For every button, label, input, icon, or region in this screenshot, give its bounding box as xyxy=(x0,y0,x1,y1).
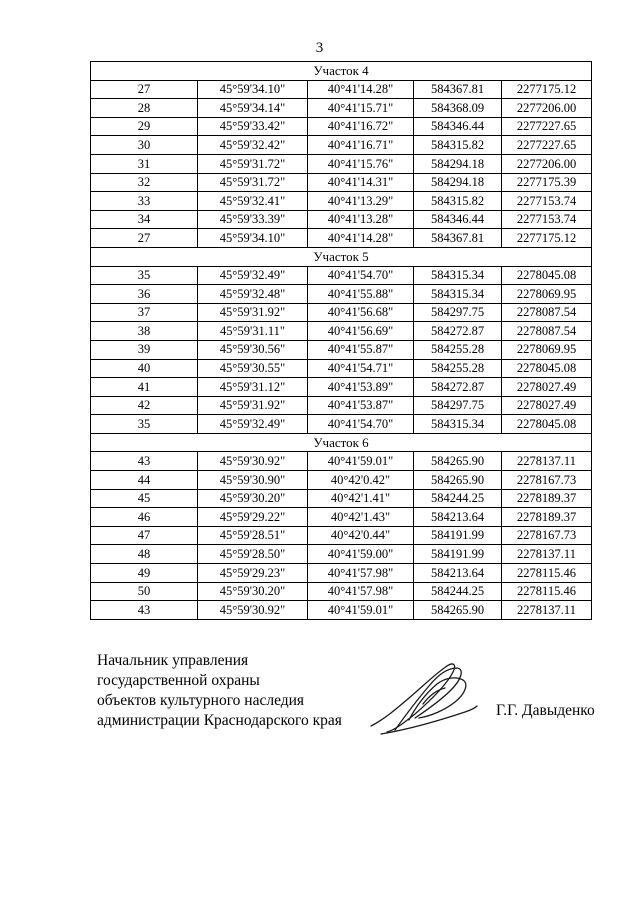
table-row xyxy=(91,359,592,378)
table-row xyxy=(91,396,592,415)
table-cell: 2278189.37 xyxy=(502,489,592,508)
table-cell: 2278137.11 xyxy=(502,601,592,620)
table-cell: 45°59'30.92" xyxy=(198,452,308,471)
table-cell: 45°59'33.42" xyxy=(198,117,308,136)
table-cell: 584367.81 xyxy=(414,229,502,248)
table-cell: 40°41'55.87" xyxy=(308,340,414,359)
table-cell: 45°59'33.39" xyxy=(198,210,308,229)
table-row xyxy=(91,210,592,229)
table-cell: 45°59'32.41" xyxy=(198,192,308,211)
table-cell: 584315.34 xyxy=(414,285,502,304)
table-cell: 584265.90 xyxy=(414,471,502,490)
table-cell: 40°41'55.88" xyxy=(308,285,414,304)
table-cell: 2277227.65 xyxy=(502,117,592,136)
table-cell: 29 xyxy=(91,117,198,136)
table-cell: 584294.18 xyxy=(414,154,502,173)
table-cell: 40°41'13.28" xyxy=(308,210,414,229)
table-cell: 2278045.08 xyxy=(502,359,592,378)
table-cell: 45°59'30.20" xyxy=(198,489,308,508)
table-cell: 584255.28 xyxy=(414,340,502,359)
table-cell: 584346.44 xyxy=(414,210,502,229)
table-cell: 45°59'32.48" xyxy=(198,285,308,304)
table-row xyxy=(91,285,592,304)
table-cell: 40°41'14.28" xyxy=(308,80,414,99)
section-title: Участок 6 xyxy=(91,433,592,452)
signer-position-line: Начальник управления xyxy=(97,652,249,669)
table-cell: 2278069.95 xyxy=(502,285,592,304)
table-cell: 45°59'34.14" xyxy=(198,99,308,118)
table-cell: 46 xyxy=(91,508,198,527)
table-cell: 47 xyxy=(91,526,198,545)
table-cell: 40°41'54.70" xyxy=(308,415,414,434)
table-row xyxy=(91,173,592,192)
table-cell: 45°59'32.42" xyxy=(198,136,308,155)
table-cell: 28 xyxy=(91,99,198,118)
table-cell: 40°41'16.71" xyxy=(308,136,414,155)
table-cell: 584346.44 xyxy=(414,117,502,136)
table-cell: 2277206.00 xyxy=(502,99,592,118)
table-cell: 2278027.49 xyxy=(502,396,592,415)
table-row xyxy=(91,80,592,99)
table-cell: 45°59'31.72" xyxy=(198,173,308,192)
table-cell: 45°59'31.92" xyxy=(198,396,308,415)
table-cell: 33 xyxy=(91,192,198,211)
table-row xyxy=(91,415,592,434)
table-cell: 40°41'56.69" xyxy=(308,322,414,341)
section-header-row xyxy=(91,433,592,452)
table-cell: 43 xyxy=(91,452,198,471)
table-cell: 40°42'1.43" xyxy=(308,508,414,527)
table-row xyxy=(91,266,592,285)
table-cell: 27 xyxy=(91,80,198,99)
table-cell: 40°41'59.00" xyxy=(308,545,414,564)
table-cell: 2278137.11 xyxy=(502,545,592,564)
table-cell: 27 xyxy=(91,229,198,248)
table-row xyxy=(91,229,592,248)
signer-position-line: государственной охраны xyxy=(97,672,260,689)
section-title: Участок 5 xyxy=(91,247,592,266)
coordinates-table-body xyxy=(91,62,592,620)
table-cell: 40°41'54.71" xyxy=(308,359,414,378)
section-title: Участок 4 xyxy=(91,62,592,81)
table-cell: 40°41'14.28" xyxy=(308,229,414,248)
table-cell: 584315.34 xyxy=(414,415,502,434)
table-row xyxy=(91,601,592,620)
table-row xyxy=(91,582,592,601)
table-row xyxy=(91,489,592,508)
table-cell: 2278167.73 xyxy=(502,471,592,490)
table-row xyxy=(91,303,592,322)
table-cell: 584297.75 xyxy=(414,303,502,322)
table-cell: 584368.09 xyxy=(414,99,502,118)
table-cell: 584272.87 xyxy=(414,322,502,341)
table-cell: 2278045.08 xyxy=(502,266,592,285)
handwritten-signature xyxy=(365,660,480,740)
table-cell: 45°59'34.10" xyxy=(198,80,308,99)
table-cell: 2277153.74 xyxy=(502,192,592,211)
table-cell: 40°41'15.76" xyxy=(308,154,414,173)
table-cell: 584272.87 xyxy=(414,378,502,397)
table-cell: 50 xyxy=(91,582,198,601)
table-cell: 2278045.08 xyxy=(502,415,592,434)
table-cell: 45°59'28.51" xyxy=(198,526,308,545)
table-cell: 584255.28 xyxy=(414,359,502,378)
table-cell: 40°41'56.68" xyxy=(308,303,414,322)
table-cell: 39 xyxy=(91,340,198,359)
table-cell: 584297.75 xyxy=(414,396,502,415)
table-cell: 2278167.73 xyxy=(502,526,592,545)
table-cell: 2278027.49 xyxy=(502,378,592,397)
table-cell: 40°42'0.44" xyxy=(308,526,414,545)
section-header-row xyxy=(91,62,592,81)
table-cell: 584244.25 xyxy=(414,489,502,508)
table-cell: 40°41'59.01" xyxy=(308,452,414,471)
table-row xyxy=(91,136,592,155)
table-cell: 584265.90 xyxy=(414,452,502,471)
table-cell: 37 xyxy=(91,303,198,322)
table-cell: 40°42'0.42" xyxy=(308,471,414,490)
table-cell: 2278189.37 xyxy=(502,508,592,527)
table-cell: 2278137.11 xyxy=(502,452,592,471)
table-cell: 45°59'30.92" xyxy=(198,601,308,620)
table-cell: 40°41'54.70" xyxy=(308,266,414,285)
table-cell: 2277175.39 xyxy=(502,173,592,192)
table-cell: 584213.64 xyxy=(414,508,502,527)
coordinates-table xyxy=(90,61,592,620)
table-cell: 38 xyxy=(91,322,198,341)
table-cell: 45°59'30.56" xyxy=(198,340,308,359)
table-cell: 2278087.54 xyxy=(502,322,592,341)
table-cell: 45°59'30.90" xyxy=(198,471,308,490)
table-cell: 40°41'53.89" xyxy=(308,378,414,397)
signer-name: Г.Г. Давыденко xyxy=(496,702,595,719)
table-cell: 40°41'16.72" xyxy=(308,117,414,136)
table-cell: 45°59'29.22" xyxy=(198,508,308,527)
table-cell: 2278087.54 xyxy=(502,303,592,322)
table-row xyxy=(91,322,592,341)
table-cell: 48 xyxy=(91,545,198,564)
table-cell: 42 xyxy=(91,396,198,415)
table-cell: 45°59'34.10" xyxy=(198,229,308,248)
table-row xyxy=(91,154,592,173)
table-cell: 41 xyxy=(91,378,198,397)
table-cell: 2277175.12 xyxy=(502,229,592,248)
table-cell: 40°41'59.01" xyxy=(308,601,414,620)
table-cell: 49 xyxy=(91,564,198,583)
table-row xyxy=(91,564,592,583)
table-cell: 40°41'53.87" xyxy=(308,396,414,415)
table-cell: 45°59'30.20" xyxy=(198,582,308,601)
table-cell: 34 xyxy=(91,210,198,229)
table-cell: 2277227.65 xyxy=(502,136,592,155)
table-cell: 45°59'32.49" xyxy=(198,266,308,285)
table-cell: 584315.82 xyxy=(414,192,502,211)
table-cell: 30 xyxy=(91,136,198,155)
signer-position-line: администрации Краснодарского края xyxy=(97,712,342,729)
table-cell: 2278115.46 xyxy=(502,582,592,601)
table-cell: 31 xyxy=(91,154,198,173)
table-cell: 40 xyxy=(91,359,198,378)
table-cell: 584191.99 xyxy=(414,526,502,545)
section-header-row xyxy=(91,247,592,266)
signer-position-line: объектов культурного наследия xyxy=(97,692,305,709)
table-row xyxy=(91,452,592,471)
table-cell: 2278069.95 xyxy=(502,340,592,359)
table-row xyxy=(91,192,592,211)
table-cell: 584265.90 xyxy=(414,601,502,620)
table-cell: 35 xyxy=(91,266,198,285)
page-number: 3 xyxy=(315,40,324,56)
table-cell: 45 xyxy=(91,489,198,508)
table-cell: 584213.64 xyxy=(414,564,502,583)
table-row xyxy=(91,378,592,397)
table-cell: 40°41'15.71" xyxy=(308,99,414,118)
table-cell: 2277206.00 xyxy=(502,154,592,173)
table-row xyxy=(91,526,592,545)
table-row xyxy=(91,99,592,118)
table-cell: 45°59'29.23" xyxy=(198,564,308,583)
table-row xyxy=(91,508,592,527)
table-row xyxy=(91,117,592,136)
table-cell: 45°59'32.49" xyxy=(198,415,308,434)
table-cell: 584294.18 xyxy=(414,173,502,192)
table-cell: 45°59'31.92" xyxy=(198,303,308,322)
table-cell: 584367.81 xyxy=(414,80,502,99)
table-cell: 2277175.12 xyxy=(502,80,592,99)
table-cell: 40°41'57.98" xyxy=(308,582,414,601)
table-cell: 584191.99 xyxy=(414,545,502,564)
table-row xyxy=(91,340,592,359)
table-cell: 45°59'31.11" xyxy=(198,322,308,341)
table-cell: 32 xyxy=(91,173,198,192)
table-row xyxy=(91,471,592,490)
table-cell: 45°59'31.72" xyxy=(198,154,308,173)
table-cell: 45°59'30.55" xyxy=(198,359,308,378)
table-cell: 40°41'14.31" xyxy=(308,173,414,192)
signer-position xyxy=(97,651,342,731)
table-cell: 35 xyxy=(91,415,198,434)
table-cell: 40°42'1.41" xyxy=(308,489,414,508)
table-cell: 584315.82 xyxy=(414,136,502,155)
table-cell: 2278115.46 xyxy=(502,564,592,583)
table-cell: 584315.34 xyxy=(414,266,502,285)
table-cell: 2277153.74 xyxy=(502,210,592,229)
table-cell: 40°41'13.29" xyxy=(308,192,414,211)
table-cell: 36 xyxy=(91,285,198,304)
table-cell: 45°59'28.50" xyxy=(198,545,308,564)
table-row xyxy=(91,545,592,564)
table-cell: 43 xyxy=(91,601,198,620)
table-cell: 45°59'31.12" xyxy=(198,378,308,397)
table-cell: 44 xyxy=(91,471,198,490)
table-cell: 40°41'57.98" xyxy=(308,564,414,583)
table-cell: 584244.25 xyxy=(414,582,502,601)
